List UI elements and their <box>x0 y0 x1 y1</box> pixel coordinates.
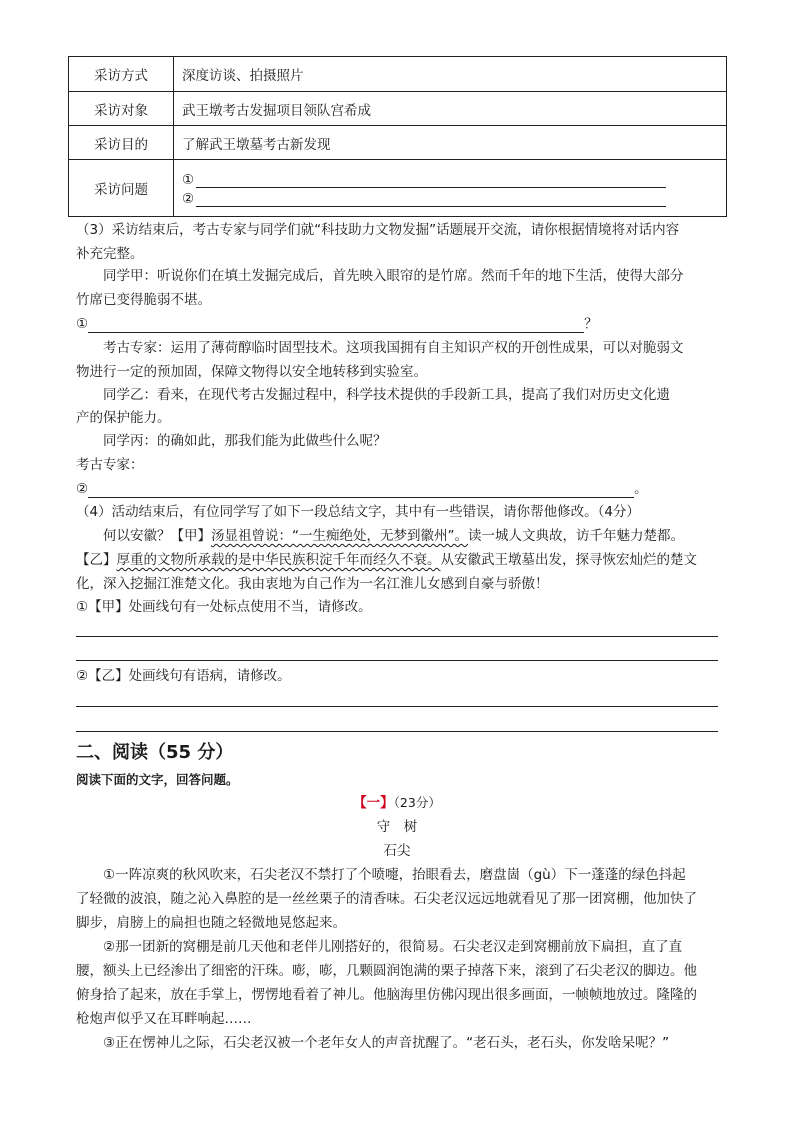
paragraph-2-line-2: 腰，额头上已经渗出了细密的汗珠。嘭，嘭，几颗圆润饱满的栗子掉落下来，滚到了石尖老汉的脚边。他 <box>76 963 697 979</box>
dialogue-expert-2: 物进行一定的预加固，保障文物得以安全地转移到实验室。 <box>76 364 427 380</box>
answer-blank[interactable] <box>88 483 634 498</box>
summary-text: 何以安徽？【甲】 <box>103 528 211 544</box>
blank-end: ？ <box>584 316 598 332</box>
underlined-sentence-jia: 汤显祖曾说：“一生痴绝处，无梦到徽州”。 <box>211 528 468 544</box>
dialogue-student-b-2: 产的保护能力。 <box>76 410 171 426</box>
paragraph-2-line-3: 俯身拾了起来，放在手掌上，愣愣地看着了神儿。他脑海里仿佛闪现出很多画面，一帧帧地放过。隆隆的 <box>76 987 697 1003</box>
table-row <box>69 92 727 126</box>
paragraph-1-line-2: 了轻微的波浪，随之沁入鼻腔的是一丝丝栗子的清香味。石尖老汉远远地就看见了那一团窝棚，他加快了 <box>76 891 697 907</box>
table-value: 武王墩考古发掘项目领队宫希成 <box>174 92 727 126</box>
table-label: 采访对象 <box>69 92 174 126</box>
paragraph-1-line-1: ①一阵凉爽的秋风吹来，石尖老汉不禁打了个喷嚏，抬眼看去，磨盘崮（gù）下一蓬蓬的绿色抖起 <box>103 867 686 883</box>
summary-text: 读一城人文典故，访千年魅力楚都。 <box>468 528 684 544</box>
paragraph-1-line-3: 脚步，肩膀上的扁担也随之轻微地晃悠起来。 <box>76 915 346 931</box>
answer-line-2[interactable] <box>76 480 648 498</box>
table-label: 采访问题 <box>69 160 174 217</box>
summary-text: 从安徽武王墩墓出发，探寻恢宏灿烂的楚文 <box>440 552 697 568</box>
answer-blank[interactable] <box>196 175 666 188</box>
story-title: 守 树 <box>376 819 418 835</box>
table-value: 了解武王墩墓考古新发现 <box>174 126 727 160</box>
question-marker: ① <box>182 172 195 188</box>
answer-rule[interactable] <box>76 706 718 707</box>
answer-line-1[interactable] <box>76 315 598 333</box>
table-value: 深度访谈、拍摄照片 <box>174 57 727 92</box>
paragraph-2-line-1: ②那一团新的窝棚是前几天他和老伴儿刚搭好的，很简易。石尖老汉走到窝棚前放下扁担，直了直 <box>103 939 683 955</box>
question-cell <box>174 160 727 217</box>
question-marker: ② <box>182 191 195 207</box>
summary-text: 【乙】 <box>76 552 117 568</box>
paragraph-2-line-4: 枪炮声似乎又在耳畔响起…… <box>76 1011 252 1027</box>
table-row <box>69 57 727 92</box>
dialogue-student-a-1: 同学甲：听说你们在填土发掘完成后，首先映入眼帘的是竹席。然而千年的地下生活，使得大部分 <box>103 268 684 284</box>
section-title: 二、阅读（55 分） <box>76 742 234 763</box>
table-row <box>69 160 727 217</box>
dialogue-student-a-2: 竹席已变得脆弱不堪。 <box>76 292 211 308</box>
q3-intro-line-2: 补充完整。 <box>76 246 144 262</box>
table-label: 采访目的 <box>69 126 174 160</box>
part-label: 【一】 <box>353 795 394 811</box>
part-heading <box>0 794 794 812</box>
answer-rule[interactable] <box>76 636 718 637</box>
summary-line-2 <box>76 551 697 569</box>
q4-sub2: ②【乙】处画线句有语病，请修改。 <box>76 668 291 684</box>
underlined-sentence-yi: 厚重的文物所承载的是中华民族积淀千年而经久不衰。 <box>116 552 441 568</box>
part-score: （23分） <box>393 795 441 810</box>
dialogue-expert-label: 考古专家： <box>76 457 144 473</box>
question-line-1[interactable] <box>182 169 726 188</box>
answer-blank[interactable] <box>88 318 584 333</box>
summary-line-1 <box>76 527 684 545</box>
answer-rule[interactable] <box>76 660 718 661</box>
q4-intro: （4）活动结束后，有位同学写了如下一段总结文字，其中有一些错误，请你帮他修改。（4分） <box>76 504 640 520</box>
interview-table <box>68 56 727 217</box>
dialogue-student-b-1: 同学乙：看来，在现代考古发掘过程中，科学技术提供的手段新工具，提高了我们对历史文化遗 <box>103 387 670 403</box>
table-label: 采访方式 <box>69 57 174 92</box>
question-line-2[interactable] <box>182 188 726 207</box>
blank-marker: ① <box>76 316 89 332</box>
answer-rule[interactable] <box>76 731 718 732</box>
blank-end: 。 <box>634 481 648 497</box>
blank-marker: ② <box>76 481 89 497</box>
summary-line-3: 化，深入挖掘江淮楚文化。我由衷地为自己作为一名江淮儿女感到自豪与骄傲！ <box>76 576 549 592</box>
story-author: 石尖 <box>383 843 411 859</box>
dialogue-student-c: 同学丙：的确如此，那我们能为此做些什么呢？ <box>103 433 387 449</box>
table-row <box>69 126 727 160</box>
answer-blank[interactable] <box>196 194 666 207</box>
q4-sub1: ①【甲】处画线句有一处标点使用不当，请修改。 <box>76 599 372 615</box>
dialogue-expert-1: 考古专家：运用了薄荷醇临时固型技术。这项我国拥有自主知识产权的开创性成果，可以对脆弱文 <box>103 340 684 356</box>
section-instruction: 阅读下面的文字，回答问题。 <box>76 772 239 787</box>
paragraph-3-line-1: ③正在愣神儿之际，石尖老汉被一个老年女人的声音扰醒了。“老石头，老石头，你发啥呆呢？” <box>103 1035 670 1051</box>
q3-intro-line-1: （3）采访结束后，考古专家与同学们就“科技助力文物发掘”话题展开交流，请你根据情境将对话内容 <box>76 222 680 238</box>
